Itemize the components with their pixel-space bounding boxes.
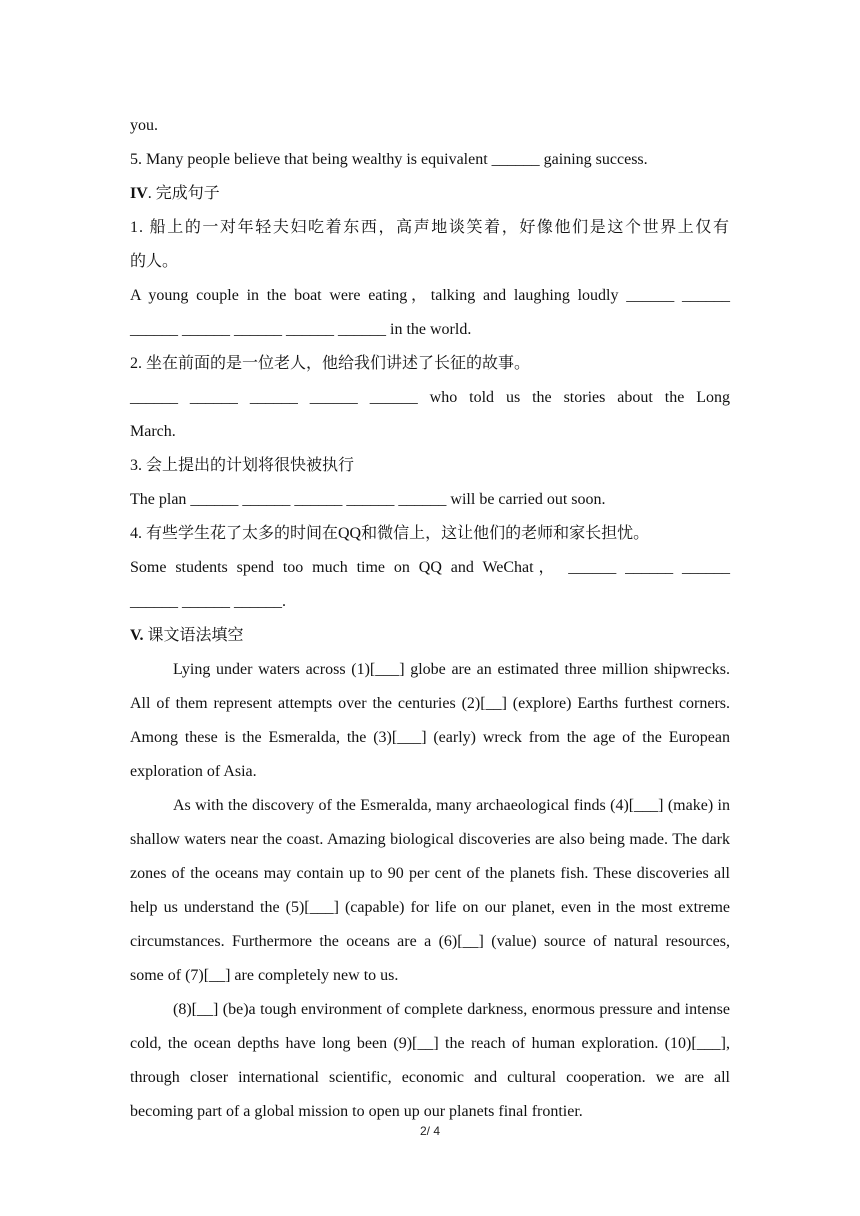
q3-chinese: 3. 会上提出的计划将很快被执行: [130, 457, 355, 474]
q4-chinese: 4. 有些学生花了太多的时间在QQ和微信上，这让他们的老师和家长担忧。: [130, 525, 650, 542]
section-iv-title: . 完成句子: [147, 185, 220, 202]
q1-english-line-1: A young couple in the boat were eating，talking and laughing loudly ______ ______: [130, 287, 730, 304]
section-iv-numeral: IV: [130, 185, 148, 202]
passage-paragraph-3: (8)[__] (be)a tough environment of complete darkness, enormous pressure and intense cold, the ocean depths have long been (9)[__] the reach of human exploration. (10)[___], through closer international scientific, economic and cultural cooperation. we are all becoming part of a global mission to open up our planets final frontier.: [130, 1001, 730, 1120]
exercise-item-5: 5. Many people believe that being wealthy is equivalent ______ gaining success.: [130, 151, 648, 168]
q1-chinese-line-1: 1. 船上的一对年轻夫妇吃着东西，高声地谈笑着，好像他们是这个世界上仅有: [130, 219, 730, 236]
q2-english-line-2: March.: [130, 423, 176, 440]
passage-paragraph-1: Lying under waters across (1)[___] globe are an estimated three million shipwrecks. All of them represent attempts over the centuries (2)[__] (explore) Earths furthest corners. Among these is the Esmeralda, the (3)[___] (early) wreck from the age of the European exploration of Asia.: [130, 661, 730, 780]
page-number: 2/ 4: [419, 1124, 440, 1138]
q4-english-line-2: ______ ______ ______.: [130, 593, 286, 610]
section-v-title: 课文语法填空: [143, 627, 244, 644]
q4-english-line-1: Some students spend too much time on QQ and WeChat， ______ ______ ______: [130, 559, 730, 576]
q1-chinese-line-2: 的人。: [130, 253, 179, 270]
q2-chinese: 2. 坐在前面的是一位老人，他给我们讲述了长征的故事。: [130, 355, 531, 372]
section-v-numeral: V.: [130, 627, 144, 644]
q2-english-line-1: ______ ______ ______ ______ ______ who told us the stories about the Long: [130, 389, 730, 406]
q3-english: The plan ______ ______ ______ ______ ______ will be carried out soon.: [130, 491, 606, 508]
passage-paragraph-2: As with the discovery of the Esmeralda, many archaeological finds (4)[___] (make) in shallow waters near the coast. Amazing biological discoveries are also being made. The dark zones of the oceans may contain up to 90 per cent of the planets fish. These discoveries all help us understand the (5)[___] (capable) for life on our planet, even in the most extreme circumstances. Furthermore the oceans are a (6)[__] (value) source of natural resources, some of (7)[__] are completely new to us.: [130, 797, 730, 984]
q1-english-line-2: ______ ______ ______ ______ ______ in the world.: [130, 321, 472, 338]
section-v-heading: [130, 619, 730, 653]
section-iv-heading: [130, 177, 730, 211]
continued-text: you.: [130, 117, 158, 134]
page-content: [130, 109, 730, 1129]
